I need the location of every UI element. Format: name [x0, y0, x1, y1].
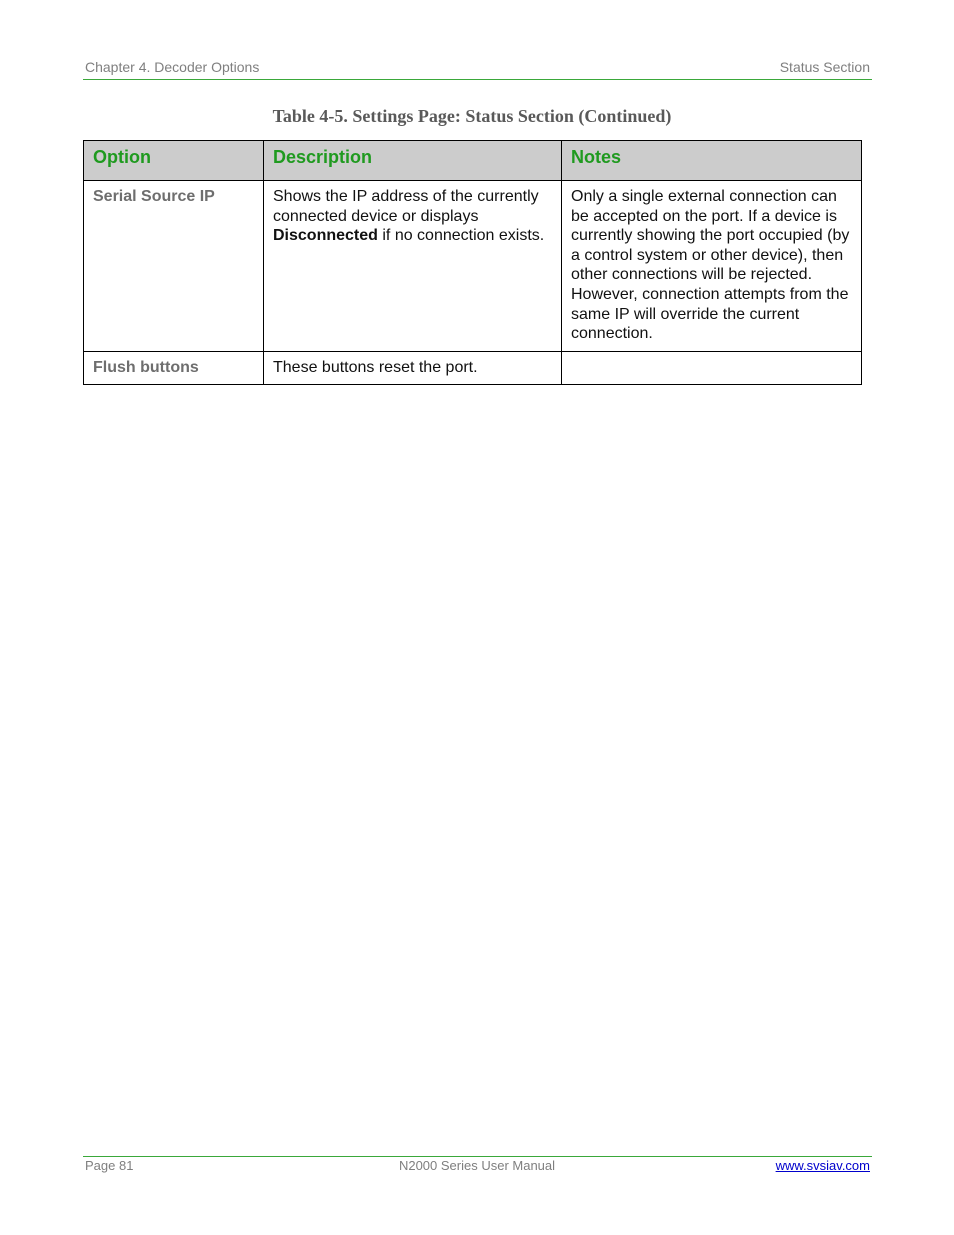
description-bold-term: Disconnected — [273, 227, 378, 245]
page-number: Page 81 — [85, 1158, 134, 1173]
description-text-end: if no connection exists. — [377, 227, 545, 245]
description-cell — [264, 181, 562, 352]
option-cell: Flush buttons — [84, 351, 264, 385]
status-settings-table — [83, 140, 862, 385]
notes-cell: Only a single external connection can be accepted on the port. If a device is currently showing the port occupied (by a control system or other device), then other connections will be rejected. However, connection attempts from the same IP will override the current connection. — [562, 181, 862, 352]
column-header-notes: Notes — [562, 141, 862, 181]
website-link[interactable]: www.svsiav.com — [775, 1158, 870, 1173]
option-cell: Serial Source IP — [84, 181, 264, 352]
column-header-description: Description — [264, 141, 562, 181]
table-header-row — [84, 141, 862, 181]
column-header-option: Option — [84, 141, 264, 181]
description-text: Shows the IP address of the currently connected device or displays — [273, 188, 539, 225]
description-cell: These buttons reset the port. — [264, 351, 562, 385]
manual-title: N2000 Series User Manual — [398, 1158, 556, 1173]
section-title: Status Section — [779, 59, 870, 75]
notes-cell — [562, 351, 862, 385]
chapter-title: Chapter 4. Decoder Options — [85, 59, 260, 75]
table-caption: Table 4-5. Settings Page: Status Section (Continued) — [272, 106, 672, 126]
header-rule — [83, 79, 872, 80]
table-row — [84, 181, 862, 352]
footer-rule — [83, 1156, 872, 1157]
table-row — [84, 351, 862, 385]
